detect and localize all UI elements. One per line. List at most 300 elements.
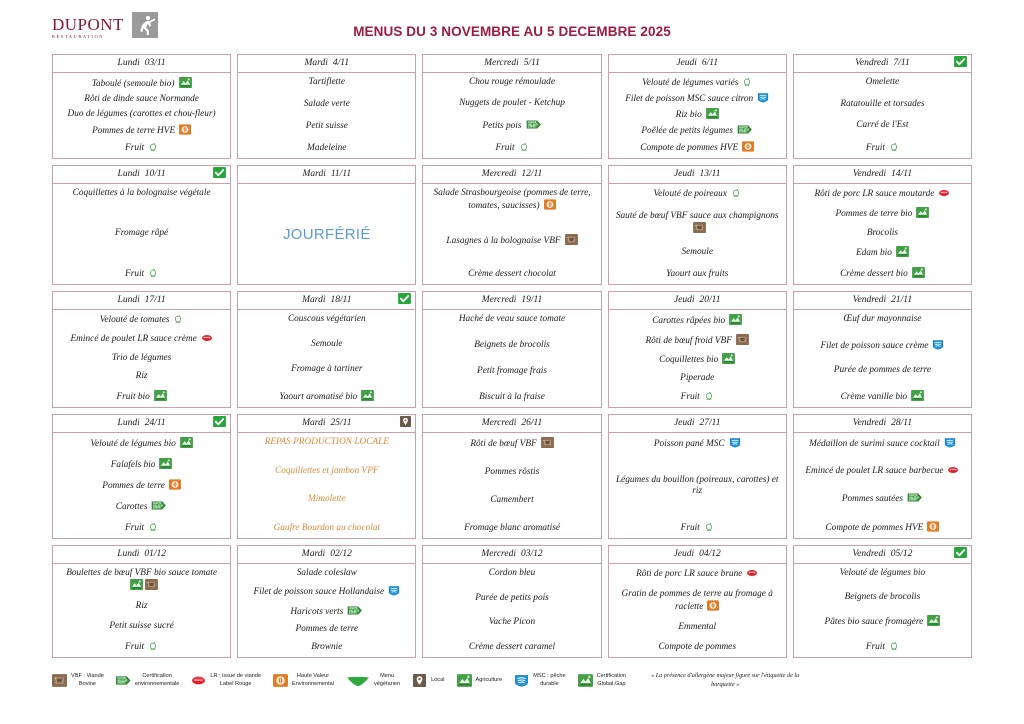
bio-icon	[130, 579, 143, 590]
day-date: 11/11	[330, 169, 352, 179]
day-menu-list	[609, 184, 786, 284]
menu-spacer	[426, 450, 597, 466]
menu-item-label: Crème dessert caramel	[468, 641, 556, 652]
day-date: 12/11	[521, 169, 543, 179]
menu-item-label: Carré de l'Est	[856, 120, 909, 131]
day-date: 14/11	[891, 169, 913, 179]
menu-item	[797, 188, 968, 200]
menu-item-label: Madeleine	[307, 142, 347, 153]
day-cell-lundi-01-12[interactable]	[52, 545, 231, 658]
day-date: 01/12	[144, 549, 167, 559]
legend-label-line1: Local	[431, 676, 445, 683]
menu-item-label: Légumes du bouillon (poireaux, carottes) et riz	[615, 474, 779, 496]
day-menu-list	[794, 73, 971, 158]
menu-item-label: Compote de pommes	[658, 641, 736, 652]
menu-item-badges	[148, 522, 158, 532]
day-cell-mercredi-12-11[interactable]	[422, 165, 601, 285]
menu-spacer	[426, 325, 597, 339]
menu-spacer	[797, 88, 968, 98]
day-date: 02/12	[330, 549, 352, 559]
menu-item-dessert	[426, 392, 597, 403]
day-cell-vendredi-7-11[interactable]	[793, 54, 972, 159]
menu-item-badges	[938, 188, 950, 198]
menu-item	[797, 314, 968, 325]
menu-item-label: Purée de petits pois	[475, 592, 549, 603]
day-cell-jeudi-6-11[interactable]	[608, 54, 787, 159]
menu-item	[612, 314, 783, 327]
msc-icon	[388, 585, 400, 596]
bio-icon	[927, 615, 940, 626]
day-menu-list	[423, 184, 600, 284]
day-date: 20/11	[699, 295, 721, 305]
day-cell-jeudi-04-12[interactable]	[608, 545, 787, 658]
menu-item-label: Poêlée de petits légumes	[641, 126, 734, 137]
bio-icon	[706, 108, 719, 119]
lr-icon	[746, 568, 758, 578]
day-cell-mercredi-19-11[interactable]	[422, 291, 601, 408]
menu-item-label: Poisson pané MSC	[653, 439, 725, 449]
menu-item-badges	[179, 124, 191, 135]
day-cell-mardi-4-11[interactable]	[237, 54, 416, 159]
menu-item-badges	[737, 124, 753, 135]
menu-item	[612, 124, 783, 137]
day-menu-list	[53, 310, 230, 407]
bio-icon	[457, 674, 472, 687]
menu-item-label: Rôti de dinde sauce Normande	[84, 94, 199, 105]
bio-icon	[159, 458, 172, 469]
menu-item	[241, 99, 412, 110]
menu-item	[612, 622, 783, 633]
menu-item-badges	[180, 437, 193, 448]
menu-item-badges	[704, 522, 714, 532]
menu-item	[241, 624, 412, 635]
menu-item-label: Fruit bio	[116, 391, 150, 402]
bio-icon	[179, 77, 192, 88]
day-date: 21/11	[891, 295, 913, 305]
svg-text:HAUTE: HAUTE	[153, 502, 162, 506]
menu-item-badges	[736, 334, 749, 345]
lr-icon	[938, 188, 950, 198]
menu-item	[797, 339, 968, 352]
menu-item-badges	[729, 437, 741, 448]
legend-item-label	[597, 673, 627, 688]
legend-item-label	[374, 673, 400, 688]
day-header	[238, 166, 415, 184]
menu-item	[56, 479, 227, 492]
menu-item-label: Petit suisse sucré	[109, 620, 174, 631]
menu-item-label: Semoule	[311, 339, 343, 350]
day-header	[609, 166, 786, 184]
menu-item-label: Piperade	[680, 372, 715, 383]
menu-spacer	[426, 88, 597, 97]
cert-icon	[907, 492, 923, 503]
legend-item-bio	[457, 674, 503, 687]
menu-item	[56, 568, 227, 593]
menu-item-badges	[693, 222, 706, 233]
day-cell-lundi-24-11[interactable]	[52, 414, 231, 539]
menu-item-dessert	[797, 390, 968, 403]
menu-spacer	[612, 633, 783, 641]
day-cell-mardi-18-11[interactable]	[237, 291, 416, 408]
menu-item-label: Riz	[135, 371, 148, 382]
menu-item	[612, 589, 783, 614]
day-cell-mercredi-26-11[interactable]	[422, 414, 601, 539]
menu-item	[56, 314, 227, 326]
legend-label-line2: Bovine	[78, 680, 96, 687]
menu-spacer	[426, 377, 597, 391]
menu-item-dessert	[612, 141, 783, 154]
menu-spacer	[56, 514, 227, 522]
svg-text:ENVIR.: ENVIR.	[117, 681, 126, 685]
page-title: MENUS DU 3 NOVEMBRE AU 5 DECEMBRE 2025	[353, 24, 671, 39]
legend-label-line1: Agriculture	[475, 676, 503, 683]
day-cell-jeudi-13-11[interactable]	[608, 165, 787, 285]
menu-item-label: Tartiflette	[308, 77, 345, 87]
menu-item	[241, 568, 412, 579]
menu-item	[612, 475, 783, 498]
menu-item-label: Pommes de terre HVE	[92, 126, 176, 137]
day-name: Lundi	[117, 549, 140, 559]
menu-item	[241, 494, 412, 505]
day-name: Mercredi	[481, 295, 517, 305]
menu-item-label: Fruit	[125, 641, 145, 652]
menu-grid	[52, 54, 972, 658]
menu-spacer	[241, 505, 412, 522]
legend-item-label	[533, 673, 565, 688]
menu-item-label: Velouté de légumes bio	[90, 439, 176, 449]
day-header	[794, 166, 971, 184]
day-cell-jeudi-27-11[interactable]	[608, 414, 787, 539]
day-cell-vendredi-21-11[interactable]	[793, 291, 972, 408]
fruit-icon	[519, 142, 529, 152]
svg-text:VALEUR: VALEUR	[909, 496, 919, 500]
menu-item-badges	[947, 465, 959, 475]
menu-item	[612, 108, 783, 121]
menu-item-badges	[173, 314, 183, 324]
menu-item-label: Taboulé (semoule bio)	[91, 79, 175, 89]
menu-item	[56, 353, 227, 364]
svg-text:VALEUR: VALEUR	[527, 123, 538, 127]
day-menu-list	[794, 310, 971, 407]
day-cell-vendredi-28-11[interactable]	[793, 414, 972, 539]
day-name: Lundi	[117, 418, 140, 428]
day-date: 24/11	[144, 418, 166, 428]
menu-item-badges	[388, 585, 400, 596]
legend-item-msc	[514, 673, 565, 688]
svg-text:HAUTE: HAUTE	[527, 120, 536, 124]
day-date: 27/11	[699, 418, 721, 428]
menu-item-label: Coquillettes à la bolognaise végétale	[72, 188, 211, 198]
day-menu-list	[238, 433, 415, 538]
menu-item-label: Emmental	[678, 621, 717, 632]
local-pin-icon	[400, 416, 411, 427]
menu-item-label: Velouté de légumes variés	[642, 78, 739, 88]
day-name: Lundi	[117, 58, 140, 68]
legend-item-label	[71, 673, 104, 688]
menu-item-dessert	[797, 267, 968, 280]
menu-item-label: Pommes rôstis	[484, 466, 540, 477]
menu-item	[797, 615, 968, 628]
menu-item-label: Compote de pommes HVE	[825, 522, 924, 533]
menu-item-dessert	[612, 522, 783, 534]
menu-item	[797, 492, 968, 505]
menu-item-label: Cordon bleu	[488, 568, 536, 578]
day-header	[794, 55, 971, 73]
menu-item-label: Yaourt aromatisé bio	[279, 391, 358, 402]
legend-item-gap	[578, 673, 627, 688]
menu-item-label: Fruit	[125, 142, 145, 153]
menu-spacer	[797, 352, 968, 365]
day-name: Vendredi	[852, 295, 887, 305]
menu-item-label: Filet de poisson sauce Hollandaise	[253, 587, 385, 598]
menu-item-badges	[148, 268, 158, 278]
menu-item-label: Mimolette	[307, 494, 346, 505]
vegetarian-check-icon	[954, 56, 967, 67]
bio-icon	[896, 246, 909, 257]
menu-item-badges	[896, 246, 909, 257]
legend-item-label	[431, 677, 444, 684]
menu-item	[426, 495, 597, 506]
fruit-icon	[889, 641, 899, 651]
day-cell-lundi-03-11[interactable]	[52, 54, 231, 159]
menu-item	[612, 92, 783, 105]
day-name: Jeudi	[673, 295, 695, 305]
menu-spacer	[426, 213, 597, 234]
menu-item-badges	[151, 500, 167, 511]
day-date: 18/11	[330, 295, 352, 305]
day-name: Mardi	[302, 295, 326, 305]
menu-item-label: Pommes de terre	[295, 624, 359, 635]
menu-item	[241, 314, 412, 325]
legend-item-label	[476, 677, 503, 684]
day-cell-lundi-17-11[interactable]	[52, 291, 231, 408]
menu-item-badges	[541, 437, 554, 448]
day-menu-list	[238, 73, 415, 158]
day-cell-mercredi-5-11[interactable]	[422, 54, 601, 159]
day-header	[53, 292, 230, 310]
lr-icon	[191, 674, 206, 687]
day-date: 4/11	[332, 58, 350, 68]
menu-item-dessert	[241, 390, 412, 403]
bio-icon	[911, 390, 924, 401]
menu-item-badges	[746, 568, 758, 578]
msc-icon	[944, 437, 956, 448]
day-cell-jeudi-20-11[interactable]	[608, 291, 787, 408]
fruit-icon	[173, 314, 183, 324]
menu-item-label: Couscous végétarien	[287, 314, 366, 324]
vbf-icon	[541, 437, 554, 448]
menu-item-dessert	[241, 143, 412, 154]
bio-icon	[180, 437, 193, 448]
menu-item	[612, 188, 783, 200]
day-header	[423, 292, 600, 310]
menu-item-label: Biscuit à la fraise	[479, 391, 545, 402]
day-header	[238, 292, 415, 310]
menu-item	[56, 77, 227, 90]
day-date: 05/12	[890, 549, 913, 559]
vbf-icon	[693, 222, 706, 233]
menu-spacer	[426, 478, 597, 494]
fruit-icon	[742, 77, 752, 87]
day-menu-list	[423, 73, 600, 158]
menu-item-label: Brocolis	[866, 227, 898, 238]
menu-item-label: Falafels bio	[110, 460, 156, 471]
vbf-icon	[52, 674, 67, 687]
menu-item	[241, 77, 412, 88]
menu-item	[426, 188, 597, 213]
day-menu-list	[423, 433, 600, 538]
day-name: Mercredi	[481, 418, 517, 428]
day-cell-mercredi-03-12[interactable]	[422, 545, 601, 658]
menu-week-row	[52, 291, 972, 408]
menu-spacer	[56, 239, 227, 267]
menu-item-label: Omelette	[865, 77, 900, 87]
menu-item	[241, 585, 412, 598]
menu-item-label: Fruit	[125, 268, 145, 279]
menu-item-badges	[130, 579, 158, 590]
menu-spacer	[426, 247, 597, 268]
menu-spacer	[241, 448, 412, 465]
day-menu-list	[53, 433, 230, 538]
day-header	[423, 55, 600, 73]
day-header	[423, 166, 600, 184]
menu-item-label: Œuf dur mayonnaise	[843, 314, 922, 324]
menu-spacer	[797, 603, 968, 615]
menu-item-label: Pommes de terre	[102, 481, 165, 492]
menu-item	[426, 617, 597, 628]
vbf-icon	[736, 334, 749, 345]
menu-item-label: Filet de poisson MSC sauce citron	[625, 94, 754, 105]
menu-spacer	[612, 200, 783, 211]
day-cell-lundi-10-11[interactable]	[52, 165, 231, 285]
menu-item	[612, 334, 783, 347]
menu-item	[797, 592, 968, 603]
day-name: Jeudi	[673, 169, 695, 179]
day-cell-mardi-25-11[interactable]	[237, 414, 416, 539]
day-cell-vendredi-05-12[interactable]	[793, 545, 972, 658]
svg-text:ENVIR.: ENVIR.	[153, 506, 162, 510]
menu-item	[426, 366, 597, 377]
menu-item-badges	[347, 605, 363, 616]
day-header	[238, 55, 415, 73]
menu-item-dessert	[241, 523, 412, 534]
day-cell-vendredi-14-11[interactable]	[793, 165, 972, 285]
day-menu-list	[423, 564, 600, 657]
day-menu-list	[53, 564, 230, 657]
day-cell-mardi-02-12[interactable]	[237, 545, 416, 658]
menu-item-badges	[201, 333, 213, 343]
day-date: 10/11	[144, 169, 166, 179]
menu-item	[797, 246, 968, 259]
menu-item-badges	[179, 77, 192, 88]
day-name: Mardi	[302, 169, 326, 179]
bio-icon	[729, 314, 742, 325]
svg-text:HAUTE: HAUTE	[909, 494, 918, 498]
menu-item-label: Fromage râpé	[115, 227, 169, 238]
menu-item-badges	[169, 479, 181, 490]
day-name: Mercredi	[481, 169, 517, 179]
menu-spacer	[797, 628, 968, 640]
menu-spacer	[426, 604, 597, 617]
menu-item	[241, 605, 412, 618]
menu-item	[56, 109, 227, 120]
day-date: 28/11	[891, 418, 913, 428]
menu-item	[56, 333, 227, 345]
legend	[52, 672, 972, 689]
menu-item-label: Trio de légumes	[111, 352, 172, 363]
menu-item	[426, 437, 597, 450]
menu-week-row	[52, 414, 972, 539]
day-name: Vendredi	[852, 418, 887, 428]
menu-item-badges	[544, 199, 556, 210]
menu-item-label: Semoule	[681, 246, 713, 257]
menu-item-badges	[148, 641, 158, 651]
menu-item-label: Rôti de bœuf VBF	[470, 439, 537, 449]
day-cell-mardi-11-11[interactable]	[237, 165, 416, 285]
menu-spacer	[797, 506, 968, 521]
menu-item	[426, 467, 597, 478]
fruit-icon	[148, 522, 158, 532]
lr-icon	[201, 333, 213, 343]
legend-label-line1: Certification	[142, 673, 172, 680]
vegetarian-leaf-icon	[346, 674, 370, 687]
menu-item-dessert	[426, 269, 597, 280]
menu-item-label: Fromage à tartiner	[291, 364, 363, 375]
menu-item-badges	[526, 119, 542, 130]
legend-item-label	[135, 673, 179, 688]
menu-item-label: Haricots verts	[290, 606, 344, 617]
menu-item-dessert	[426, 142, 597, 154]
day-menu-list	[53, 184, 230, 284]
menu-item-label: Chou rouge rémoulade	[469, 77, 555, 87]
day-date: 17/11	[144, 295, 166, 305]
menu-spacer	[797, 131, 968, 141]
menu-spacer	[612, 258, 783, 269]
legend-label-line2: Environnemental	[292, 680, 334, 687]
day-header	[53, 415, 230, 433]
menu-item-badges	[742, 141, 754, 152]
legend-label-line2: Global.Gap	[597, 680, 626, 687]
menu-item	[612, 373, 783, 384]
menu-item-badges	[159, 458, 172, 469]
logo-tagline: RESTAURATION	[52, 34, 105, 39]
menu-spacer	[56, 364, 227, 371]
day-name: Mardi	[302, 418, 326, 428]
menu-item	[797, 77, 968, 88]
menu-spacer	[426, 109, 597, 118]
legend-item-hve	[273, 673, 334, 688]
menu-item	[797, 437, 968, 450]
legend-label-line1: MSC : pêche	[533, 673, 566, 680]
menu-item	[241, 437, 412, 448]
menu-item-badges	[707, 600, 719, 611]
menu-spacer	[797, 450, 968, 465]
menu-item	[241, 466, 412, 477]
menu-item	[56, 601, 227, 612]
svg-text:ENVIR.: ENVIR.	[739, 130, 748, 134]
day-name: Mardi	[304, 58, 328, 68]
menu-item-label: Carottes	[115, 502, 148, 513]
menu-item	[612, 437, 783, 450]
legend-label-line2: végétarien	[374, 680, 401, 687]
day-header	[609, 292, 786, 310]
menu-item-badges	[907, 492, 923, 503]
menu-item-badges	[889, 142, 899, 152]
menu-item-label: Edam bio	[855, 248, 892, 259]
menu-spacer	[797, 376, 968, 389]
menu-spacer	[426, 506, 597, 522]
fruit-icon	[148, 641, 158, 651]
